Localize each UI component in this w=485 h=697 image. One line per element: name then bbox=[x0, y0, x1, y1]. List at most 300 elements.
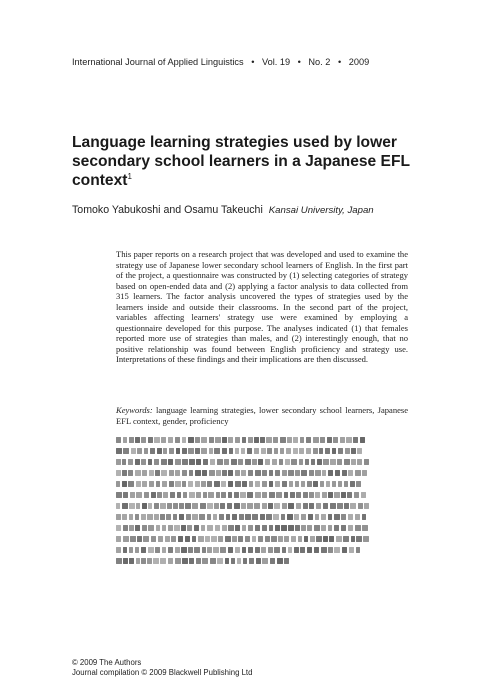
japanese-glyph-blur bbox=[168, 525, 173, 531]
japanese-glyph-blur bbox=[323, 503, 329, 509]
japanese-glyph-blur bbox=[328, 492, 332, 498]
japanese-glyph-blur bbox=[151, 492, 156, 498]
japanese-glyph-blur bbox=[179, 503, 183, 509]
japanese-glyph-blur bbox=[248, 470, 254, 476]
japanese-glyph-blur bbox=[358, 503, 363, 509]
japanese-glyph-blur bbox=[228, 547, 234, 553]
japanese-glyph-blur bbox=[299, 448, 304, 454]
japanese-glyph-blur bbox=[282, 503, 287, 509]
japanese-glyph-blur bbox=[274, 503, 280, 509]
compilation-line: Journal compilation © 2009 Blackwell Publishing Ltd bbox=[72, 668, 253, 677]
japanese-glyph-blur bbox=[348, 470, 353, 476]
japanese-glyph-blur bbox=[209, 437, 214, 443]
japanese-glyph-blur bbox=[299, 459, 303, 465]
japanese-glyph-blur bbox=[186, 514, 191, 520]
japanese-text-line bbox=[116, 481, 408, 487]
japanese-glyph-blur bbox=[337, 503, 342, 509]
japanese-glyph-blur bbox=[279, 459, 284, 465]
japanese-glyph-blur bbox=[178, 536, 183, 542]
japanese-glyph-blur bbox=[284, 536, 289, 542]
japanese-glyph-blur bbox=[249, 481, 253, 487]
japanese-glyph-blur bbox=[288, 503, 294, 509]
japanese-glyph-blur bbox=[148, 547, 154, 553]
japanese-glyph-blur bbox=[258, 459, 263, 465]
japanese-glyph-blur bbox=[123, 547, 127, 553]
japanese-glyph-blur bbox=[202, 558, 208, 564]
japanese-glyph-blur bbox=[307, 481, 312, 487]
japanese-glyph-blur bbox=[268, 547, 273, 553]
japanese-glyph-blur bbox=[342, 470, 347, 476]
japanese-glyph-blur bbox=[295, 525, 300, 531]
japanese-glyph-blur bbox=[272, 459, 277, 465]
japanese-glyph-blur bbox=[231, 459, 237, 465]
japanese-glyph-blur bbox=[176, 448, 180, 454]
japanese-glyph-blur bbox=[323, 459, 328, 465]
japanese-glyph-blur bbox=[273, 437, 278, 443]
japanese-glyph-blur bbox=[116, 437, 121, 443]
japanese-glyph-blur bbox=[189, 470, 194, 476]
japanese-glyph-blur bbox=[288, 470, 293, 476]
japanese-glyph-blur bbox=[129, 503, 134, 509]
japanese-glyph-blur bbox=[313, 437, 319, 443]
japanese-glyph-blur bbox=[289, 481, 293, 487]
japanese-glyph-blur bbox=[203, 459, 208, 465]
japanese-glyph-blur bbox=[116, 525, 121, 531]
japanese-glyph-blur bbox=[207, 503, 212, 509]
japanese-glyph-blur bbox=[171, 536, 176, 542]
japanese-glyph-blur bbox=[147, 514, 152, 520]
japanese-glyph-blur bbox=[266, 514, 272, 520]
japanese-glyph-blur bbox=[142, 481, 147, 487]
japanese-glyph-blur bbox=[195, 437, 199, 443]
japanese-glyph-blur bbox=[181, 525, 186, 531]
japanese-glyph-blur bbox=[340, 437, 345, 443]
japanese-glyph-blur bbox=[129, 558, 134, 564]
author-names: Tomoko Yabukoshi and Osamu Takeuchi bbox=[72, 204, 263, 216]
japanese-glyph-blur bbox=[219, 514, 224, 520]
japanese-text-line bbox=[116, 547, 404, 553]
japanese-glyph-blur bbox=[144, 492, 149, 498]
japanese-glyph-blur bbox=[341, 492, 346, 498]
japanese-glyph-blur bbox=[234, 503, 240, 509]
japanese-glyph-blur bbox=[356, 536, 361, 542]
japanese-glyph-blur bbox=[137, 536, 141, 542]
japanese-glyph-blur bbox=[325, 448, 330, 454]
japanese-glyph-blur bbox=[344, 503, 348, 509]
japanese-text-line bbox=[116, 492, 408, 498]
japanese-glyph-blur bbox=[296, 492, 301, 498]
japanese-glyph-blur bbox=[338, 448, 343, 454]
japanese-glyph-blur bbox=[262, 525, 268, 531]
japanese-glyph-blur bbox=[116, 536, 121, 542]
japanese-glyph-blur bbox=[202, 470, 207, 476]
japanese-glyph-blur bbox=[328, 470, 333, 476]
japanese-glyph-blur bbox=[282, 481, 287, 487]
japanese-glyph-blur bbox=[216, 492, 220, 498]
japanese-glyph-blur bbox=[242, 525, 247, 531]
japanese-glyph-blur bbox=[287, 514, 293, 520]
japanese-glyph-blur bbox=[187, 525, 192, 531]
japanese-glyph-blur bbox=[240, 492, 246, 498]
japanese-glyph-blur bbox=[265, 536, 270, 542]
japanese-glyph-blur bbox=[280, 448, 285, 454]
japanese-glyph-blur bbox=[207, 514, 212, 520]
japanese-glyph-blur bbox=[154, 437, 159, 443]
japanese-glyph-blur bbox=[222, 525, 227, 531]
japanese-glyph-blur bbox=[247, 503, 252, 509]
japanese-glyph-blur bbox=[220, 503, 225, 509]
japanese-glyph-blur bbox=[214, 503, 218, 509]
japanese-glyph-blur bbox=[235, 448, 240, 454]
japanese-glyph-blur bbox=[161, 437, 166, 443]
japanese-glyph-blur bbox=[116, 481, 120, 487]
japanese-glyph-blur bbox=[222, 437, 227, 443]
japanese-glyph-blur bbox=[179, 514, 185, 520]
japanese-glyph-blur bbox=[185, 503, 190, 509]
japanese-glyph-blur bbox=[262, 558, 268, 564]
japanese-glyph-blur bbox=[336, 536, 342, 542]
japanese-glyph-blur bbox=[201, 448, 207, 454]
japanese-glyph-blur bbox=[235, 525, 240, 531]
japanese-glyph-blur bbox=[188, 547, 192, 553]
japanese-glyph-blur bbox=[128, 470, 133, 476]
japanese-glyph-blur bbox=[309, 492, 313, 498]
japanese-glyph-blur bbox=[287, 437, 291, 443]
japanese-glyph-blur bbox=[355, 470, 361, 476]
abstract-japanese-illegible bbox=[116, 437, 408, 562]
japanese-glyph-blur bbox=[175, 459, 181, 465]
japanese-glyph-blur bbox=[174, 525, 179, 531]
japanese-glyph-blur bbox=[228, 470, 233, 476]
japanese-glyph-blur bbox=[116, 514, 121, 520]
japanese-glyph-blur bbox=[350, 481, 355, 487]
japanese-glyph-blur bbox=[136, 503, 140, 509]
japanese-glyph-blur bbox=[157, 448, 162, 454]
journal-name: International Journal of Applied Linguistics bbox=[72, 57, 244, 67]
japanese-glyph-blur bbox=[229, 448, 234, 454]
japanese-glyph-blur bbox=[255, 525, 261, 531]
japanese-glyph-blur bbox=[362, 470, 367, 476]
japanese-glyph-blur bbox=[160, 503, 165, 509]
japanese-glyph-blur bbox=[238, 536, 243, 542]
japanese-glyph-blur bbox=[160, 558, 166, 564]
japanese-glyph-blur bbox=[182, 558, 187, 564]
japanese-glyph-blur bbox=[116, 492, 122, 498]
japanese-glyph-blur bbox=[268, 503, 273, 509]
japanese-glyph-blur bbox=[182, 470, 188, 476]
japanese-glyph-blur bbox=[348, 525, 353, 531]
japanese-glyph-blur bbox=[226, 514, 231, 520]
japanese-glyph-blur bbox=[175, 547, 180, 553]
japanese-glyph-blur bbox=[262, 481, 267, 487]
japanese-glyph-blur bbox=[207, 547, 211, 553]
japanese-glyph-blur bbox=[306, 437, 311, 443]
japanese-glyph-blur bbox=[364, 459, 369, 465]
japanese-glyph-blur bbox=[357, 448, 361, 454]
japanese-glyph-blur bbox=[234, 492, 239, 498]
japanese-glyph-blur bbox=[347, 492, 352, 498]
japanese-glyph-blur bbox=[328, 514, 332, 520]
japanese-glyph-blur bbox=[189, 492, 195, 498]
japanese-glyph-blur bbox=[116, 459, 121, 465]
japanese-glyph-blur bbox=[225, 558, 229, 564]
japanese-glyph-blur bbox=[135, 459, 140, 465]
japanese-glyph-blur bbox=[288, 525, 293, 531]
japanese-glyph-blur bbox=[314, 525, 320, 531]
japanese-glyph-blur bbox=[155, 470, 159, 476]
japanese-glyph-blur bbox=[221, 481, 226, 487]
japanese-glyph-blur bbox=[135, 547, 140, 553]
japanese-glyph-blur bbox=[269, 481, 274, 487]
japanese-glyph-blur bbox=[181, 547, 186, 553]
japanese-glyph-blur bbox=[192, 514, 197, 520]
japanese-glyph-blur bbox=[342, 547, 347, 553]
japanese-glyph-blur bbox=[313, 481, 318, 487]
japanese-glyph-blur bbox=[254, 503, 260, 509]
japanese-glyph-blur bbox=[321, 514, 327, 520]
japanese-glyph-blur bbox=[194, 525, 199, 531]
japanese-glyph-blur bbox=[195, 470, 201, 476]
japanese-glyph-blur bbox=[142, 470, 147, 476]
japanese-glyph-blur bbox=[128, 459, 133, 465]
japanese-glyph-blur bbox=[123, 448, 129, 454]
japanese-glyph-blur bbox=[202, 547, 206, 553]
japanese-glyph-blur bbox=[239, 514, 244, 520]
japanese-glyph-blur bbox=[274, 448, 278, 454]
journal-year: 2009 bbox=[348, 57, 370, 67]
japanese-glyph-blur bbox=[188, 437, 194, 443]
japanese-glyph-blur bbox=[245, 459, 251, 465]
japanese-glyph-blur bbox=[227, 503, 232, 509]
japanese-glyph-blur bbox=[195, 481, 200, 487]
japanese-glyph-blur bbox=[141, 558, 145, 564]
japanese-glyph-blur bbox=[295, 481, 299, 487]
japanese-glyph-blur bbox=[137, 448, 142, 454]
japanese-glyph-blur bbox=[321, 547, 327, 553]
japanese-glyph-blur bbox=[260, 437, 265, 443]
japanese-glyph-blur bbox=[135, 470, 141, 476]
japanese-glyph-blur bbox=[147, 558, 151, 564]
japanese-glyph-blur bbox=[282, 547, 286, 553]
japanese-glyph-blur bbox=[309, 470, 314, 476]
japanese-glyph-blur bbox=[248, 547, 254, 553]
title-footnote-marker[interactable]: 1 bbox=[127, 171, 132, 181]
japanese-glyph-blur bbox=[231, 558, 236, 564]
japanese-glyph-blur bbox=[330, 459, 336, 465]
japanese-glyph-blur bbox=[261, 448, 266, 454]
japanese-glyph-blur bbox=[183, 492, 187, 498]
japanese-glyph-blur bbox=[213, 547, 218, 553]
japanese-glyph-blur bbox=[255, 492, 261, 498]
article-title bbox=[72, 133, 422, 190]
japanese-glyph-blur bbox=[235, 437, 240, 443]
japanese-glyph-blur bbox=[278, 536, 283, 542]
japanese-glyph-blur bbox=[291, 536, 296, 542]
japanese-glyph-blur bbox=[271, 536, 276, 542]
japanese-glyph-blur bbox=[189, 558, 194, 564]
japanese-glyph-blur bbox=[221, 492, 226, 498]
japanese-glyph-blur bbox=[334, 525, 339, 531]
japanese-glyph-blur bbox=[315, 514, 319, 520]
japanese-glyph-blur bbox=[123, 536, 129, 542]
japanese-glyph-blur bbox=[165, 536, 170, 542]
japanese-text-line bbox=[116, 558, 316, 564]
japanese-glyph-blur bbox=[322, 492, 327, 498]
japanese-glyph-blur bbox=[305, 459, 310, 465]
japanese-glyph-blur bbox=[211, 536, 217, 542]
japanese-glyph-blur bbox=[217, 558, 223, 564]
japanese-glyph-blur bbox=[200, 503, 206, 509]
japanese-glyph-blur bbox=[189, 459, 195, 465]
japanese-glyph-blur bbox=[252, 514, 258, 520]
japanese-glyph-blur bbox=[232, 514, 237, 520]
japanese-glyph-blur bbox=[156, 481, 161, 487]
journal-volume: Vol. 19 bbox=[261, 57, 291, 67]
japanese-glyph-blur bbox=[162, 547, 167, 553]
japanese-glyph-blur bbox=[334, 547, 340, 553]
japanese-glyph-blur bbox=[173, 514, 177, 520]
japanese-glyph-blur bbox=[319, 448, 323, 454]
japanese-glyph-blur bbox=[316, 503, 321, 509]
abstract-english: This paper reports on a research project that was developed and used to examine the strategy use of Japanese lower secondary school learners of English. In the first part of the project, a questionnaire was constructed by (1) selecting categories of strategy based on open-ended data and (2) applying a factor analysis to data collected from 315 learners. The factor analysis uncovered the types of strategies used by the learners inside and outside their classrooms. In the second part of the project, variables affecting learners' strategy use were examined by employing a questionnaire developed for this purpose. The analyses indicated (1) that females reported more use of strategies than males, and (2) interestingly enough, that no positive relationship was found between English proficiency and strategy use. Interpretations of these findings and their implications are then discussed. bbox=[116, 249, 408, 365]
japanese-glyph-blur bbox=[275, 525, 280, 531]
japanese-glyph-blur bbox=[162, 481, 167, 487]
japanese-glyph-blur bbox=[215, 525, 221, 531]
japanese-glyph-blur bbox=[293, 437, 298, 443]
japanese-glyph-blur bbox=[249, 558, 255, 564]
japanese-glyph-blur bbox=[353, 437, 358, 443]
japanese-glyph-blur bbox=[205, 536, 209, 542]
japanese-glyph-blur bbox=[351, 459, 355, 465]
japanese-glyph-blur bbox=[166, 514, 171, 520]
japanese-glyph-blur bbox=[345, 448, 350, 454]
japanese-glyph-blur bbox=[161, 459, 167, 465]
japanese-glyph-blur bbox=[198, 536, 204, 542]
japanese-glyph-blur bbox=[315, 492, 320, 498]
japanese-glyph-blur bbox=[308, 514, 313, 520]
japanese-glyph-blur bbox=[262, 503, 267, 509]
japanese-glyph-blur bbox=[195, 448, 199, 454]
japanese-glyph-blur bbox=[122, 514, 127, 520]
japanese-glyph-blur bbox=[242, 481, 247, 487]
japanese-glyph-blur bbox=[142, 503, 147, 509]
japanese-glyph-blur bbox=[142, 525, 147, 531]
japanese-glyph-blur bbox=[232, 536, 236, 542]
japanese-glyph-blur bbox=[122, 503, 128, 509]
japanese-glyph-blur bbox=[220, 547, 226, 553]
japanese-glyph-blur bbox=[136, 558, 140, 564]
japanese-glyph-blur bbox=[128, 481, 134, 487]
japanese-glyph-blur bbox=[309, 503, 314, 509]
separator-dot: • bbox=[251, 57, 255, 67]
japanese-text-line bbox=[116, 525, 408, 531]
japanese-glyph-blur bbox=[129, 547, 134, 553]
japanese-glyph-blur bbox=[203, 492, 207, 498]
japanese-glyph-blur bbox=[247, 492, 253, 498]
japanese-glyph-blur bbox=[361, 492, 367, 498]
japanese-glyph-blur bbox=[262, 470, 267, 476]
japanese-glyph-blur bbox=[332, 481, 336, 487]
japanese-glyph-blur bbox=[290, 492, 295, 498]
japanese-glyph-blur bbox=[255, 547, 260, 553]
japanese-glyph-blur bbox=[330, 503, 336, 509]
japanese-glyph-blur bbox=[135, 525, 140, 531]
japanese-glyph-blur bbox=[301, 481, 305, 487]
japanese-glyph-blur bbox=[332, 448, 337, 454]
japanese-glyph-blur bbox=[130, 492, 135, 498]
japanese-glyph-blur bbox=[343, 536, 348, 542]
japanese-glyph-blur bbox=[162, 525, 166, 531]
japanese-glyph-blur bbox=[266, 437, 271, 443]
japanese-glyph-blur bbox=[157, 492, 161, 498]
japanese-glyph-blur bbox=[214, 448, 219, 454]
japanese-glyph-blur bbox=[175, 470, 180, 476]
japanese-glyph-blur bbox=[154, 514, 158, 520]
japanese-glyph-blur bbox=[341, 514, 346, 520]
japanese-glyph-blur bbox=[323, 536, 328, 542]
japanese-glyph-blur bbox=[267, 448, 272, 454]
japanese-glyph-blur bbox=[209, 470, 215, 476]
japanese-glyph-blur bbox=[217, 459, 223, 465]
japanese-glyph-blur bbox=[269, 492, 275, 498]
japanese-glyph-blur bbox=[175, 558, 181, 564]
japanese-text-line bbox=[116, 503, 408, 509]
japanese-glyph-blur bbox=[307, 525, 312, 531]
japanese-glyph-blur bbox=[238, 459, 243, 465]
japanese-glyph-blur bbox=[210, 459, 215, 465]
japanese-glyph-blur bbox=[265, 459, 270, 465]
japanese-glyph-blur bbox=[306, 448, 311, 454]
separator-dot: • bbox=[337, 57, 342, 67]
japanese-glyph-blur bbox=[260, 514, 265, 520]
japanese-glyph-blur bbox=[350, 503, 356, 509]
japanese-glyph-blur bbox=[269, 470, 273, 476]
japanese-glyph-blur bbox=[196, 492, 201, 498]
japanese-glyph-blur bbox=[175, 437, 180, 443]
japanese-glyph-blur bbox=[307, 547, 312, 553]
japanese-glyph-blur bbox=[170, 492, 176, 498]
japanese-glyph-blur bbox=[362, 514, 366, 520]
japanese-glyph-blur bbox=[337, 459, 342, 465]
japanese-glyph-blur bbox=[168, 459, 173, 465]
japanese-glyph-blur bbox=[199, 514, 205, 520]
japanese-glyph-blur bbox=[322, 470, 326, 476]
japanese-glyph-blur bbox=[301, 525, 305, 531]
japanese-glyph-blur bbox=[333, 437, 338, 443]
japanese-glyph-blur bbox=[248, 525, 253, 531]
japanese-glyph-blur bbox=[301, 470, 307, 476]
japanese-glyph-blur bbox=[182, 448, 187, 454]
japanese-glyph-blur bbox=[327, 437, 332, 443]
japanese-glyph-blur bbox=[241, 470, 246, 476]
keywords-text: language learning strategies, lower secondary school learners, Japanese EFL context, gender, proficiency bbox=[116, 405, 409, 426]
japanese-glyph-blur bbox=[218, 536, 223, 542]
japanese-glyph-blur bbox=[177, 492, 182, 498]
japanese-glyph-blur bbox=[274, 547, 280, 553]
japanese-glyph-blur bbox=[224, 459, 229, 465]
japanese-glyph-blur bbox=[294, 547, 299, 553]
journal-header bbox=[72, 57, 369, 67]
japanese-glyph-blur bbox=[160, 514, 164, 520]
japanese-glyph-blur bbox=[129, 437, 134, 443]
japanese-glyph-blur bbox=[136, 492, 142, 498]
japanese-glyph-blur bbox=[148, 437, 153, 443]
keywords-label: Keywords: bbox=[116, 405, 153, 415]
japanese-glyph-blur bbox=[188, 448, 193, 454]
japanese-glyph-blur bbox=[129, 514, 133, 520]
japanese-glyph-blur bbox=[277, 558, 283, 564]
japanese-glyph-blur bbox=[148, 503, 152, 509]
